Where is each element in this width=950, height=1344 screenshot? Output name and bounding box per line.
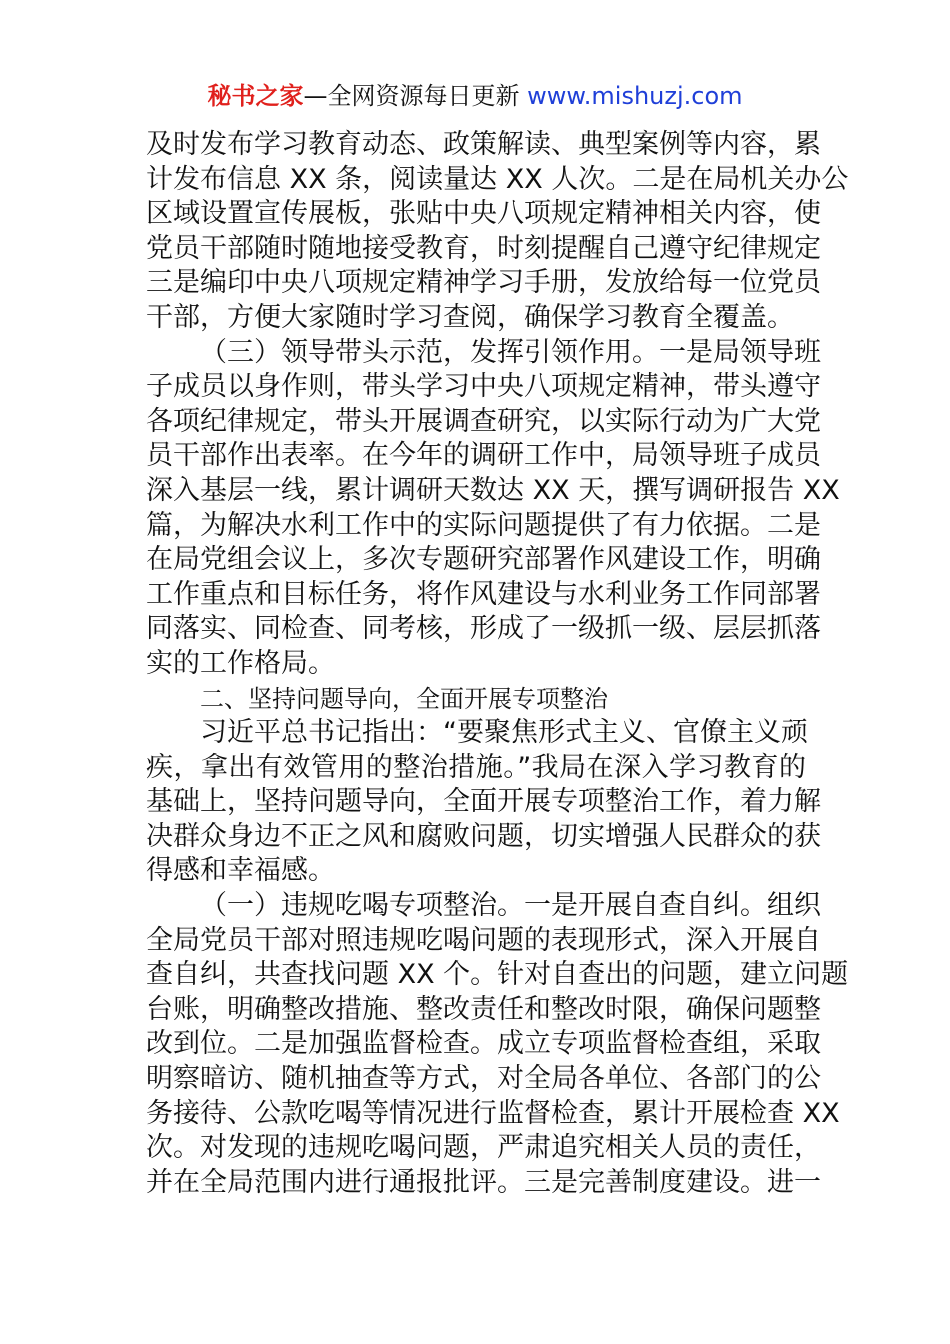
paragraph-line: 及时发布学习教育动态、政策解读、典型案例等内容，累 [146,129,821,160]
paragraph-line: 计发布信息 XX 条，阅读量达 XX 人次。二是在局机关办公 [146,163,849,195]
paragraph-line: （一）违规吃喝专项整治。一是开展自查自纠。组织 [200,890,821,922]
paragraph-line: 区域设置宣传展板，张贴中央八项规定精神相关内容，使 [146,198,821,230]
section-heading: 二、坚持问题导向，全面开展专项整治 [200,684,608,713]
paragraph-line: 篇，为解决水利工作中的实际问题提供了有力依据。二是 [146,509,821,541]
paragraph-line: 实的工作格局。 [146,647,335,679]
paragraph-line: 各项纪律规定，带头开展调查研究，以实际行动为广大党 [146,405,821,437]
site-tagline: —全网资源每日更新 [303,82,528,110]
document-body [146,128,849,1200]
paragraph-line: 台账，明确整改措施、整改责任和整改时限，确保问题整 [146,993,821,1025]
paragraph-line: 务接待、公款吃喝等情况进行监督检查，累计开展检查 XX [146,1097,840,1129]
paragraph-line: 党员干部随时随地接受教育，时刻提醒自己遵守纪律规定 [146,232,821,264]
paragraph-line: 查自纠，共查找问题 XX 个。针对自查出的问题，建立问题 [146,959,849,991]
paragraph-line: 三是编印中央八项规定精神学习手册，发放给每一位党员 [146,267,821,299]
paragraph-line: 决群众身边不正之风和腐败问题，切实增强人民群众的获 [146,820,821,852]
paragraph-line: 同落实、同检查、同考核，形成了一级抓一级、层层抓落 [146,613,821,645]
paragraph-line: 在局党组会议上，多次专题研究部署作风建设工作，明确 [146,544,821,576]
paragraph-line: 工作重点和目标任务，将作风建设与水利业务工作同部署 [146,578,821,610]
site-brand: 秘书之家 [207,82,304,110]
paragraph-line: 得感和幸福感。 [146,855,335,887]
paragraph-line: 深入基层一线，累计调研天数达 XX 天，撰写调研报告 XX [146,474,840,506]
site-url[interactable]: www.mishuzj.com [527,82,743,110]
site-header [0,80,950,112]
paragraph-line: 子成员以身作则，带头学习中央八项规定精神，带头遵守 [146,371,821,403]
paragraph-line: 次。对发现的违规吃喝问题，严肃追究相关人员的责任， [146,1132,821,1164]
paragraph-line: 习近平总书记指出：“要聚焦形式主义、官僚主义顽 [200,717,808,749]
paragraph-line: 全局党员干部对照违规吃喝问题的表现形式，深入开展自 [146,924,821,956]
paragraph-line: 员干部作出表率。在今年的调研工作中，局领导班子成员 [146,440,821,472]
paragraph-line: （三）领导带头示范，发挥引领作用。一是局领导班 [200,336,821,368]
paragraph-line: 基础上，坚持问题导向，全面开展专项整治工作，着力解 [146,786,821,818]
paragraph-line: 明察暗访、随机抽查等方式，对全局各单位、各部门的公 [146,1063,821,1095]
paragraph-line: 改到位。二是加强监督检查。成立专项监督检查组，采取 [146,1028,821,1060]
paragraph-line: 疾，拿出有效管用的整治措施。”我局在深入学习教育的 [146,751,806,783]
paragraph-line: 并在全局范围内进行通报批评。三是完善制度建设。进一 [146,1166,821,1198]
paragraph-line: 干部，方便大家随时学习查阅，确保学习教育全覆盖。 [146,301,794,333]
